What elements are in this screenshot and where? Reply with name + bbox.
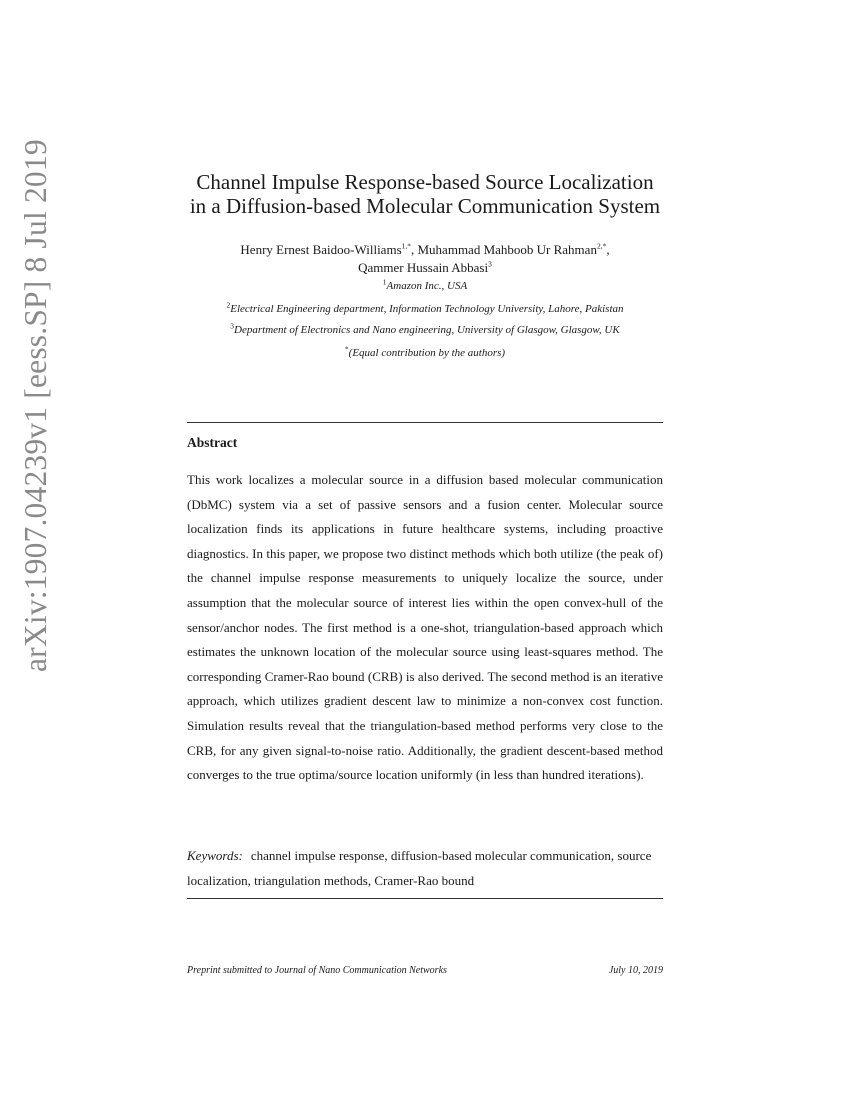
affiliation-text: Amazon Inc., USA <box>386 280 468 292</box>
arxiv-identifier: arXiv:1907.04239v1 [eess.SP] 8 Jul 2019 <box>18 139 53 672</box>
keywords <box>187 844 663 893</box>
page-footer <box>187 965 663 976</box>
author-affiliation-mark: 3 <box>488 259 492 269</box>
affiliation-2 <box>0 300 850 315</box>
title-line-2: in a Diffusion-based Molecular Communication System <box>189 194 661 218</box>
keywords-label: Keywords: <box>187 848 243 863</box>
abstract-heading: Abstract <box>187 435 238 450</box>
abstract-bottom-rule <box>187 898 663 899</box>
author-name: Henry Ernest Baidoo-Williams <box>240 242 402 257</box>
affiliation-mark: 1 <box>382 277 387 287</box>
affiliation-1 <box>0 277 850 292</box>
equal-contribution-note <box>0 344 850 359</box>
affiliation-mark: * <box>344 344 349 354</box>
affiliation-text: Department of Electronics and Nano engineering, University of Glasgow, Glasgow, UK <box>234 324 620 336</box>
affiliation-mark: 3 <box>230 321 235 331</box>
author-line-2 <box>0 259 850 277</box>
affiliation-text: Electrical Engineering department, Information Technology University, Lahore, Pakistan <box>230 303 624 315</box>
abstract-top-rule <box>187 422 663 423</box>
title-line-1: Channel Impulse Response-based Source Localization <box>196 170 654 194</box>
author-name: Muhammad Mahboob Ur Rahman <box>417 242 597 257</box>
affiliation-3 <box>0 321 850 336</box>
abstract-body: This work localizes a molecular source in a diffusion based molecular communication (DbMC) system via a set of passive sensors and a fusion center. Molecular source localization finds its applications in future healthcare systems, including proactive diagnostics. In this paper, we propose two distinct methods which both utilize (the peak of) the channel impulse response measurements to uniquely localize the source, under assumption that the molecular source of interest lies within the open convex-hull of the sensor/anchor nodes. The first method is a one-shot, triangulation-based approach which estimates the unknown location of the molecular source using least-squares method. The corresponding Cramer-Rao bound (CRB) is also derived. The second method is an iterative approach, which utilizes gradient descent law to minimize a non-convex cost function. Simulation results reveal that the triangulation-based method performs very close to the CRB, for any given signal-to-noise ratio. Additionally, the gradient descent-based method converges to the true optima/source location uniformly (in less than hundred iterations). <box>187 472 663 783</box>
author-name: Qammer Hussain Abbasi <box>358 260 489 275</box>
author-affiliation-mark: 1,* <box>401 241 411 251</box>
footer-date: July 10, 2019 <box>608 965 663 976</box>
affiliation-mark: 2 <box>226 300 231 310</box>
author-line-1 <box>0 241 850 259</box>
affiliation-text: (Equal contribution by the authors) <box>348 347 506 359</box>
author-list <box>0 241 850 277</box>
footer-journal-note: Preprint submitted to Journal of Nano Communication Networks <box>187 965 447 976</box>
paper-title <box>0 170 850 218</box>
author-separator: , <box>606 242 610 257</box>
author-affiliation-mark: 2,* <box>596 241 607 251</box>
keywords-text: channel impulse response, diffusion-based molecular communication, source localization, triangulation methods, Cramer-Rao bound <box>187 848 652 888</box>
author-separator: , <box>411 242 418 257</box>
